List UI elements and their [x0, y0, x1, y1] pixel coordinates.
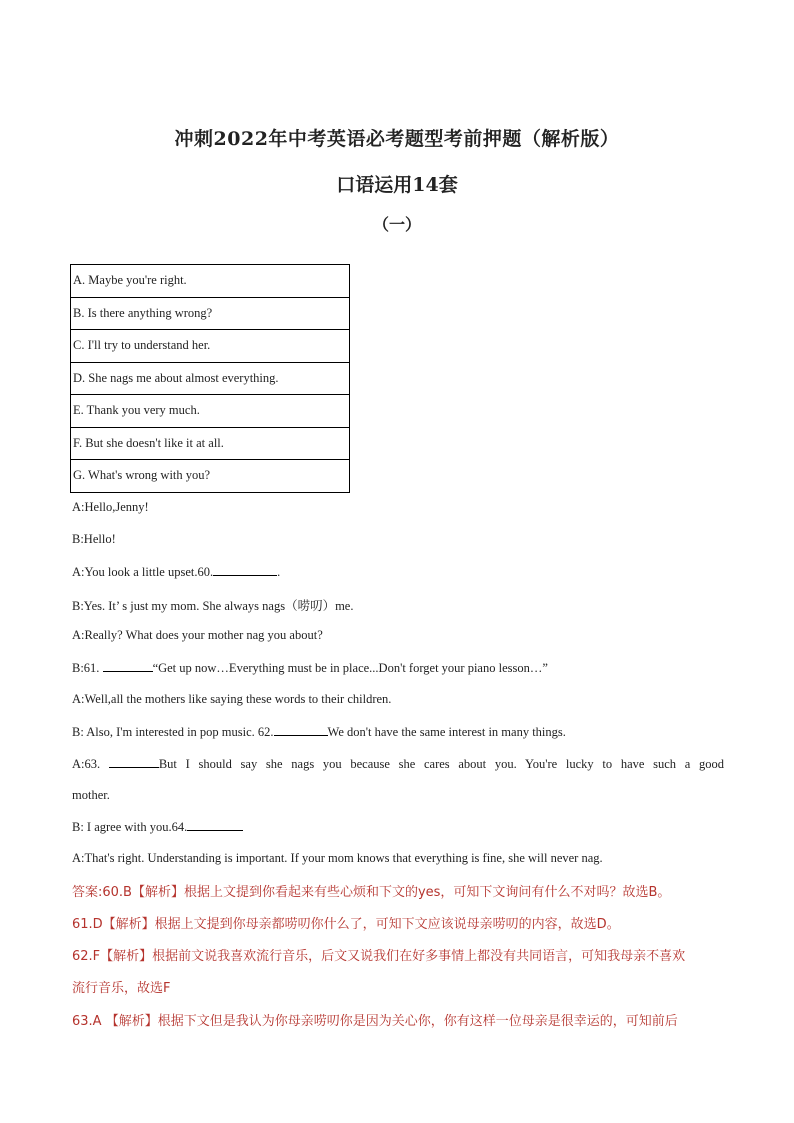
answer-blank-60	[213, 564, 277, 576]
dialogue-line: B:Hello!	[72, 532, 116, 546]
answer-blank-63	[109, 756, 159, 768]
answer-blank-62	[274, 724, 328, 736]
dialogue-text: A:You look a little upset.60.	[72, 565, 214, 579]
option-row	[71, 395, 350, 428]
option-c: C. I'll try to understand her.	[71, 330, 350, 363]
dialogue-text: .	[277, 565, 281, 579]
dialogue-line	[72, 724, 724, 740]
option-row	[71, 265, 350, 298]
dialogue-line: A:Really? What does your mother nag you about?	[72, 628, 323, 642]
option-d: D. She nags me about almost everything.	[71, 362, 350, 395]
answer-explanation: 62.F【解析】根据前文说我喜欢流行音乐，后文又说我们在好多事情上都没有共同语言，可知我母亲不喜欢	[72, 949, 686, 964]
option-e: E. Thank you very much.	[71, 395, 350, 428]
document-subtitle: 口语运用14套	[336, 174, 458, 196]
option-row	[71, 297, 350, 330]
dialogue-line	[72, 819, 724, 835]
dialogue-line: B:Yes. It’ s just my mom. She always nags（唠叨）me.	[72, 599, 354, 613]
dialogue-line: A:That's right. Understanding is important. If your mom knows that everything is fine, she will never nag.	[72, 851, 603, 865]
dialogue-text: “Get up now…Everything must be in place...Don't forget your piano lesson…”	[152, 661, 548, 675]
option-row	[71, 330, 350, 363]
dialogue-text: B:61.	[72, 661, 100, 675]
option-b: B. Is there anything wrong?	[71, 297, 350, 330]
answer-explanation: 答案:60.B【解析】根据上文提到你看起来有些心烦和下文的yes，可知下文询问有什么不对吗？故选B。	[72, 885, 671, 900]
dialogue-line: mother.	[72, 788, 110, 802]
dialogue-line: A:Well,all the mothers like saying these words to their children.	[72, 692, 392, 706]
option-f: F. But she doesn't like it at all.	[71, 427, 350, 460]
dialogue-text: We don't have the same interest in many things.	[327, 725, 566, 739]
dialogue-line	[72, 756, 724, 772]
option-row	[71, 460, 350, 493]
answer-blank-64	[187, 819, 243, 831]
option-g: G. What's wrong with you?	[71, 460, 350, 493]
dialogue-text: But I should say she nags you because she cares about you. You're lucky to have such a good	[158, 757, 724, 771]
option-row	[71, 362, 350, 395]
section-number: （一）	[372, 215, 421, 234]
answer-explanation: 63.A 【解析】根据下文但是我认为你母亲唠叨你是因为关心你，你有这样一位母亲是很幸运的，可知前后	[72, 1014, 678, 1029]
dialogue-line	[72, 564, 724, 580]
dialogue-line	[72, 660, 724, 676]
dialogue-text: A:63.	[72, 757, 101, 771]
answer-explanation: 61.D【解析】根据上文提到你母亲都唠叨你什么了，可知下文应该说母亲唠叨的内容，故选D。	[72, 917, 620, 932]
answer-blank-61	[103, 660, 153, 672]
option-a: A. Maybe you're right.	[71, 265, 350, 298]
answer-explanation: 流行音乐，故选F	[72, 981, 171, 996]
dialogue-line: A:Hello,Jenny!	[72, 500, 149, 514]
option-row	[71, 427, 350, 460]
document-title: 冲刺2022年中考英语必考题型考前押题（解析版）	[174, 128, 620, 150]
dialogue-text: B: Also, I'm interested in pop music. 62.	[72, 725, 274, 739]
options-table	[70, 264, 350, 493]
dialogue-text: B: I agree with you.64.	[72, 820, 188, 834]
